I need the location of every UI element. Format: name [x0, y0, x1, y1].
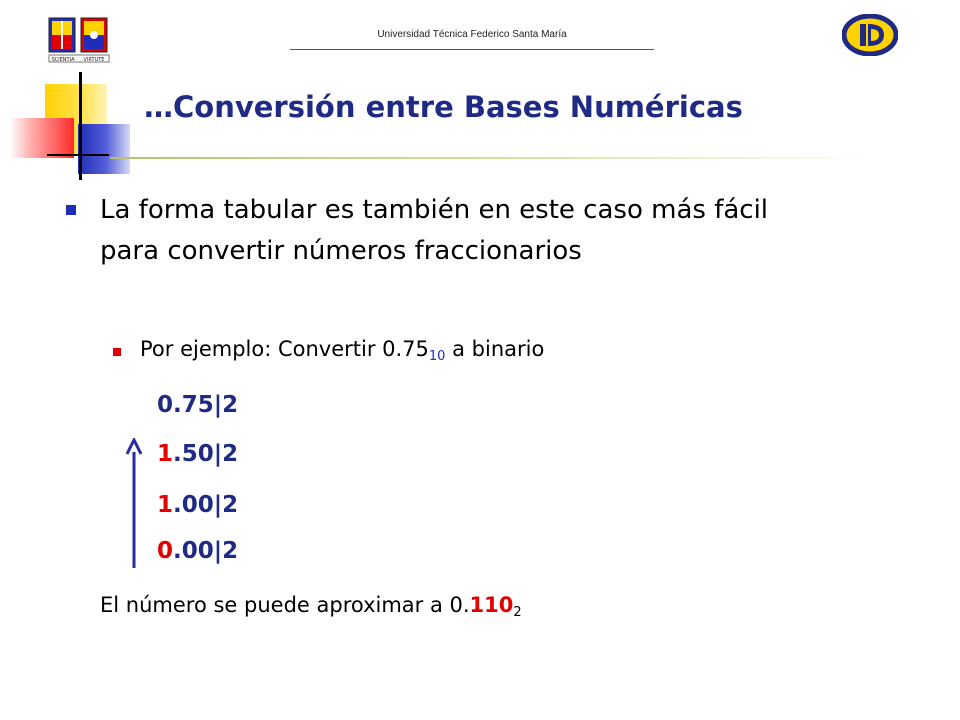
deco-horizontal-line [47, 154, 109, 156]
step-row: 1.50|2 [157, 441, 239, 467]
university-crest-icon [47, 16, 111, 64]
svg-text:SCIENTIA: SCIENTIA [51, 57, 75, 63]
deco-vertical-line [79, 72, 82, 180]
sub-bullet-text: Por ejemplo: Convertir $0.75_{10}$ a binario [140, 337, 545, 364]
svg-text:VIRTUTE: VIRTUTE [83, 57, 105, 63]
slide-title: …Conversión entre Bases Numéricas [144, 90, 743, 124]
sub-bullet-marker [113, 348, 121, 356]
bullet-marker [66, 205, 76, 215]
university-name: Universidad Técnica Federico Santa María [377, 29, 567, 40]
step-row: 1.00|2 [157, 492, 239, 518]
conclusion-text: El número se puede aproximar a $0.110_2$ [100, 593, 522, 620]
deco-blue-square [78, 124, 130, 174]
department-logo-icon [842, 14, 898, 56]
bullet-text: La forma tabular es también en este caso más fácil para convertir números fraccionarios [100, 195, 769, 266]
arrow-up-icon [124, 438, 144, 570]
deco-red-square [10, 118, 74, 158]
header-divider [290, 49, 654, 50]
step-row: 0.00|2 [157, 538, 239, 564]
title-underline [110, 157, 880, 159]
step-row: 0.75|2 [157, 392, 239, 418]
